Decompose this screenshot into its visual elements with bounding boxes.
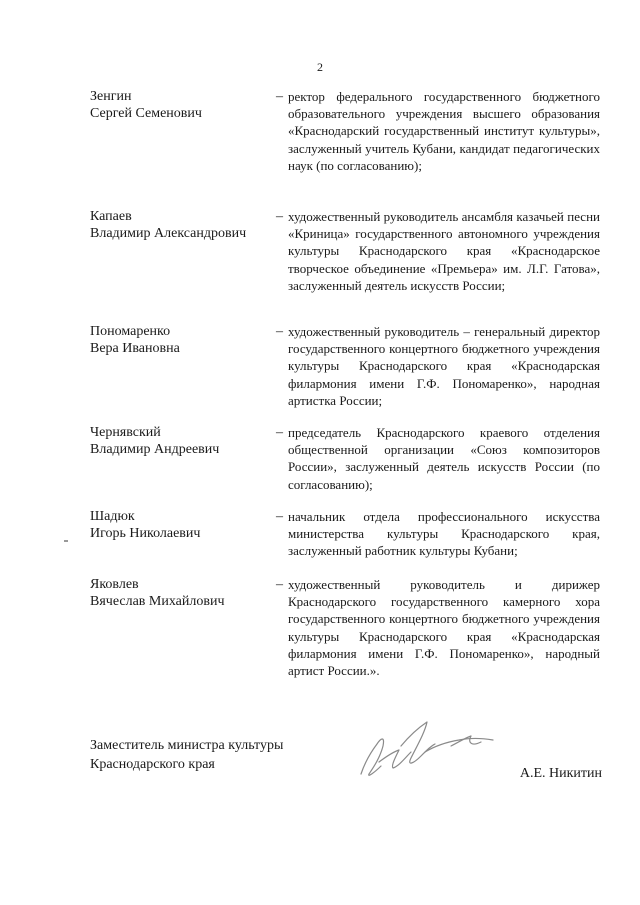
member-name	[90, 323, 270, 357]
member-given-names: Игорь Николаевич	[90, 526, 201, 541]
member-given-names: Вячеслав Михайлович	[90, 594, 225, 609]
entry-dash: –	[276, 577, 283, 592]
signer-name: А.Е. Никитин	[519, 766, 602, 781]
member-description: начальник отдела профессионального искусства министерства культуры Краснодарского края, заслуженный работник культуры Кубани;	[288, 509, 600, 559]
member-description: художественный руководитель и дирижер Краснодарского государственного камерного хора государственного концертного бюджетного учреждения культуры Краснодарского края «Краснодарская филармония имени Г.Ф. Пономаренко», народный артист России.».	[288, 577, 600, 679]
member-surname: Яковлев	[90, 577, 139, 592]
member-surname: Чернявский	[90, 425, 161, 440]
signature-block	[0, 736, 640, 796]
member-given-names: Сергей Семенович	[90, 106, 202, 121]
entry-dash: –	[276, 209, 283, 224]
member-surname: Пономаренко	[90, 324, 171, 339]
signature-strokes	[361, 722, 493, 775]
handwritten-signature	[355, 716, 505, 786]
member-name	[90, 508, 270, 542]
member-description: ректор федерального государственного бюджетного образовательного учреждения высшего образования «Краснодарский государственный институт культуры», заслуженный учитель Кубани, кандидат педагогических наук (по согласованию);	[288, 89, 600, 173]
entry-dash: –	[276, 324, 283, 339]
member-name	[90, 576, 270, 610]
signer-title-line-2: Краснодарского края	[90, 757, 215, 772]
member-given-names: Владимир Андреевич	[90, 442, 220, 457]
member-description: художественный руководитель ансамбля казачьей песни «Криница» государственного автономного учреждения культуры Краснодарского края «Краснодарское творческое объединение «Премьера» им. Л.Г. Гатова», заслуженный деятель искусств России;	[288, 209, 600, 293]
entry-dash: –	[276, 509, 283, 524]
member-name	[90, 88, 270, 122]
member-given-names: Владимир Александрович	[90, 226, 247, 241]
signer-title-line-1: Заместитель министра культуры	[90, 738, 284, 753]
signer-title	[90, 736, 283, 774]
member-surname: Капаев	[90, 209, 132, 224]
scan-artifact	[64, 540, 68, 542]
member-surname: Шадюк	[90, 509, 135, 524]
entry-dash: –	[276, 425, 283, 440]
member-description: художественный руководитель – генеральный директор государственного концертного бюджетного учреждения культуры Краснодарского края «Краснодарская филармония имени Г.Ф. Пономаренко», народная артистка России;	[288, 324, 600, 408]
entry-dash: –	[276, 89, 283, 104]
member-name	[90, 424, 270, 458]
member-name	[90, 208, 270, 242]
member-given-names: Вера Ивановна	[90, 341, 180, 356]
page-number: 2	[317, 60, 323, 74]
member-surname: Зенгин	[90, 89, 132, 104]
member-description: председатель Краснодарского краевого отделения общественной организации «Союз композиторов России», заслуженный деятель искусств России (по согласованию);	[288, 425, 600, 492]
